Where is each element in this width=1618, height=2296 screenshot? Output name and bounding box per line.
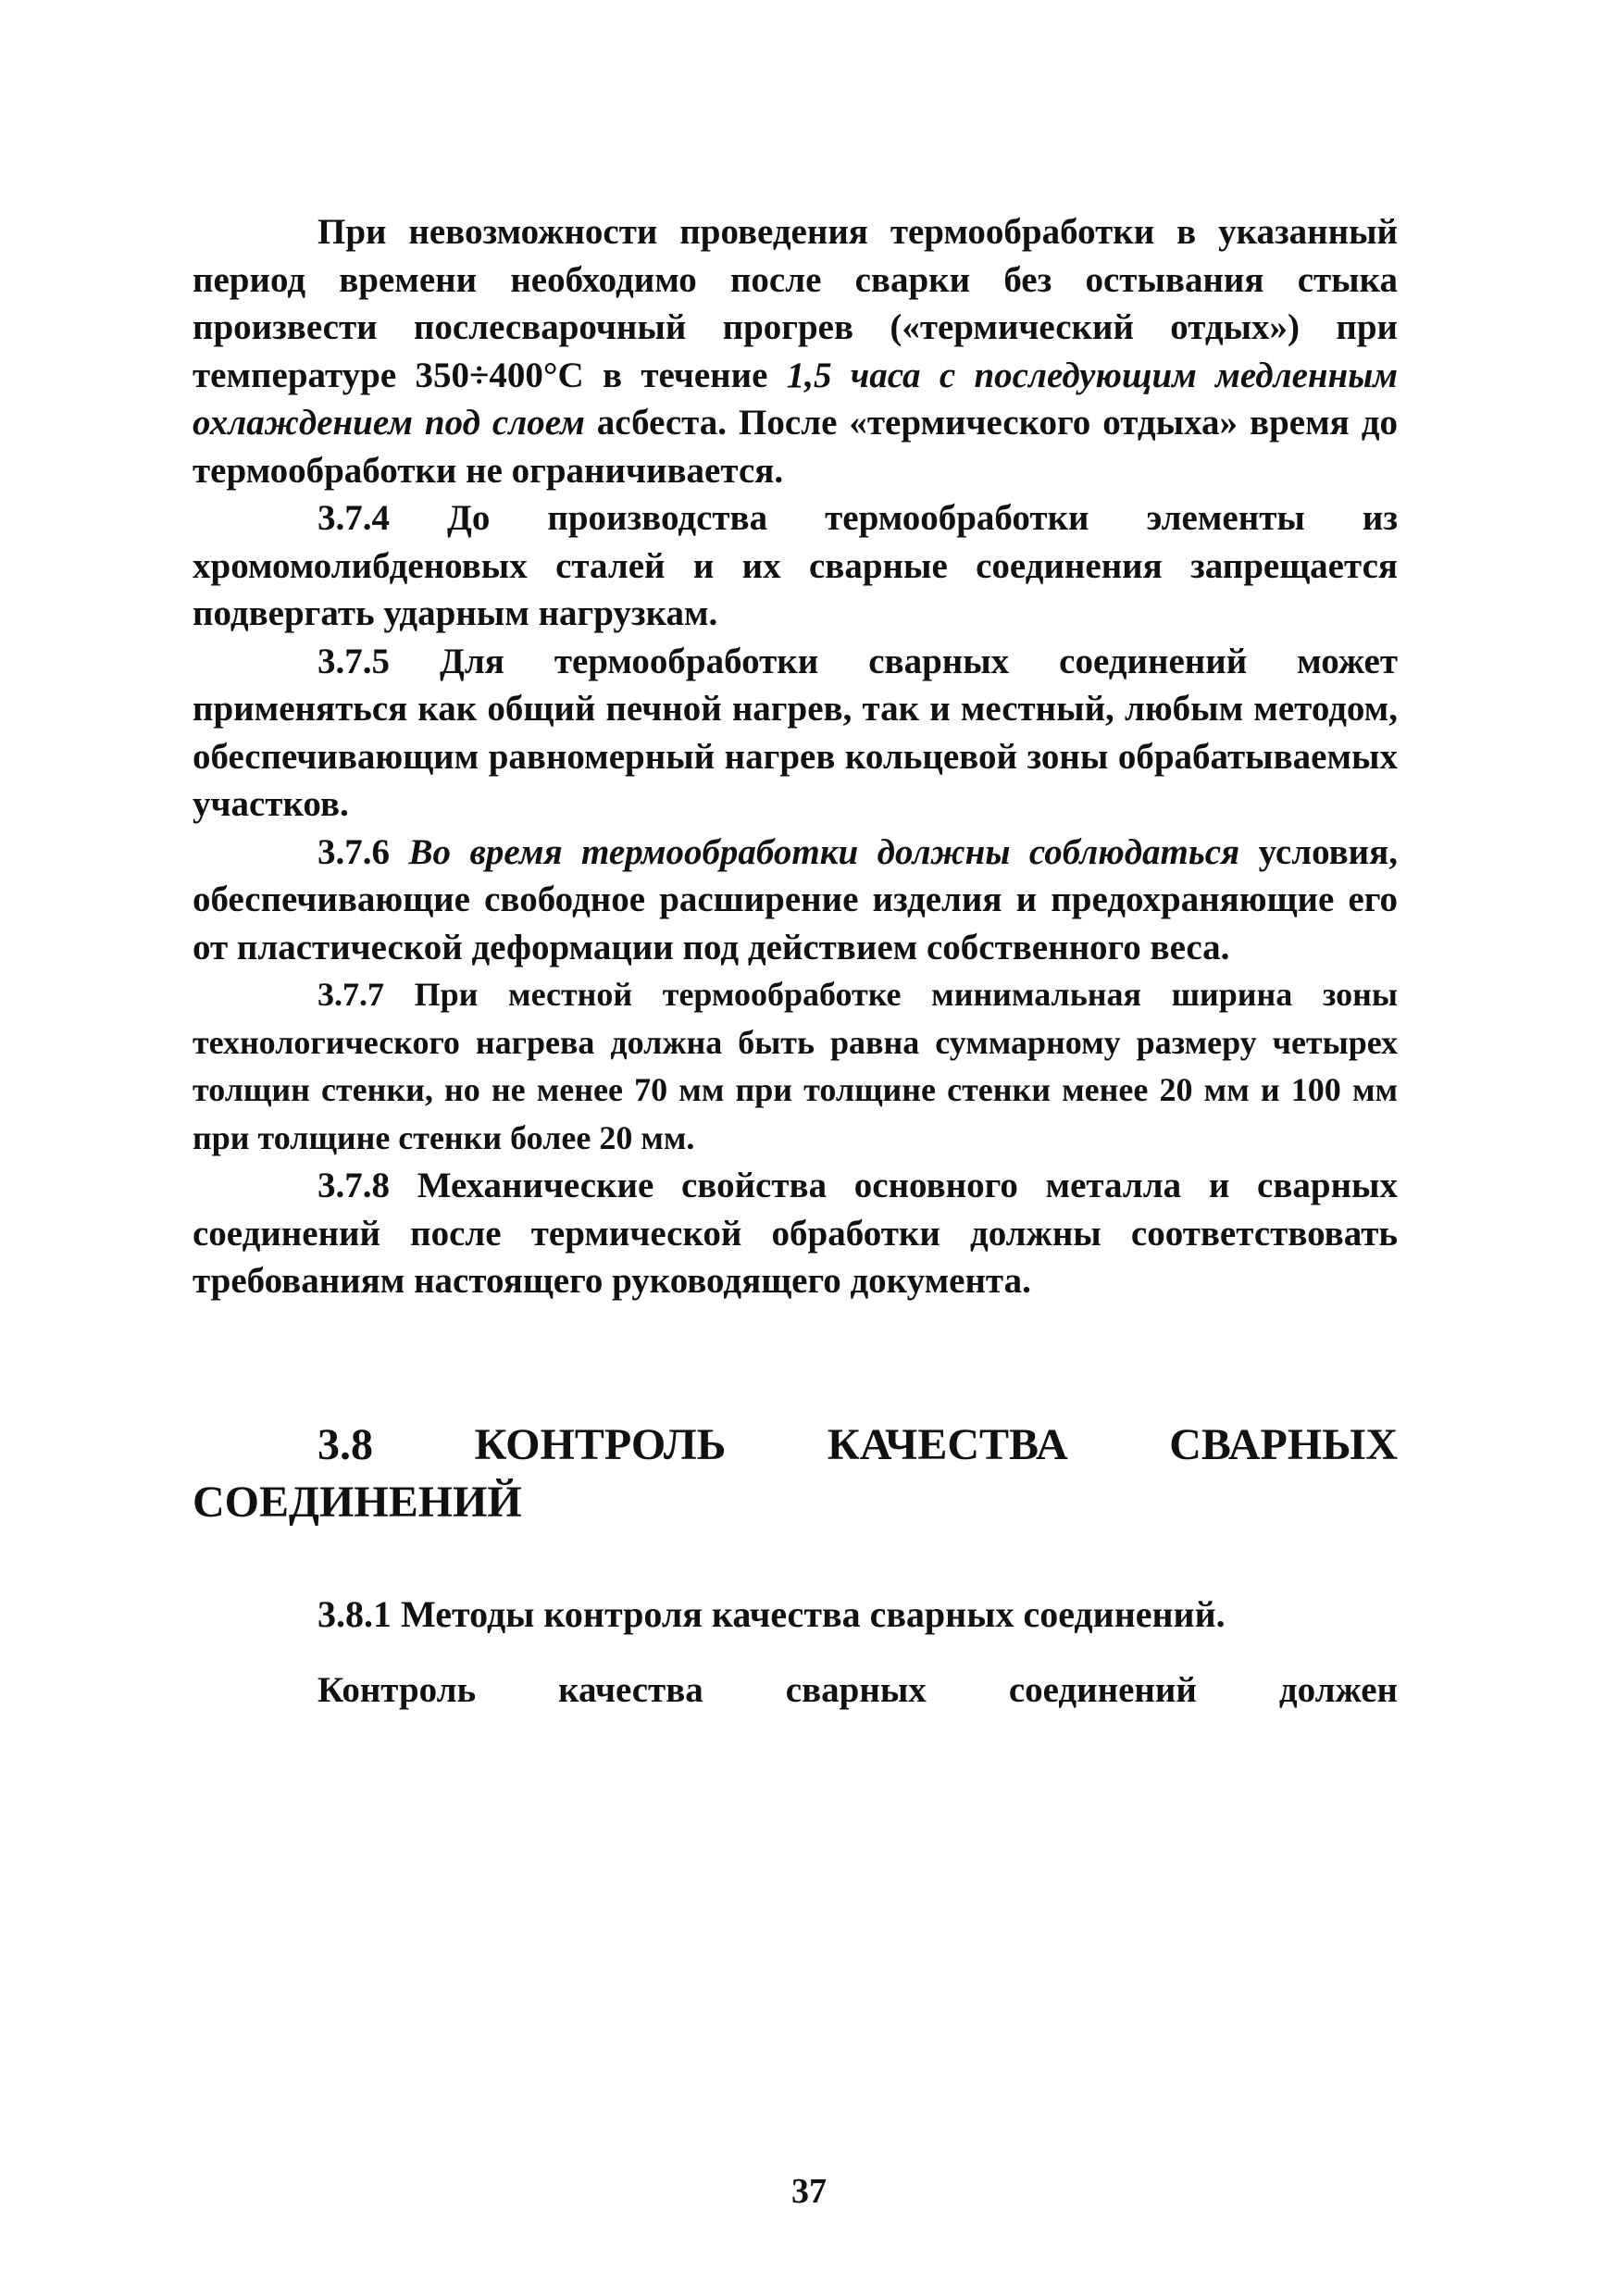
paragraph-italic-text: 1,5 часа с последующим медленным охлаждением под слоем [193,355,1398,443]
paragraph-3-7-8 [193,1162,1398,1305]
paragraph-text: Для термообработки сварных соединений может применяться как общий печной нагрев, так и местный, любым методом, обеспечивающим равномерный нагрев кольцевой зоны обрабатываемых участков. [193,641,1398,824]
spacer [193,1531,1398,1589]
section-heading [193,1416,1398,1531]
paragraph-thermal-rest [193,208,1398,494]
paragraph-closing [193,1666,1398,1715]
clause-number: 3.7.6 [317,831,390,872]
spacer [193,1641,1398,1666]
document-page [193,208,1398,1714]
paragraph-3-7-7 [193,971,1398,1162]
page-number: 37 [791,2172,827,2211]
paragraph-3-7-6 [193,829,1398,972]
clause-number: 3.7.5 [317,641,390,681]
paragraph-3-7-5 [193,638,1398,829]
paragraph-text: При невозможности проведения термообработки в указанный период времени необходимо после сварки без остывания стыка произвести послесварочный прогрев («термический отдых») при температуре 350÷400°С в течение [193,212,1398,395]
paragraph-3-7-4 [193,494,1398,638]
paragraph-text: Контроль качества сварных соединений должен [317,1669,1398,1710]
section-number: 3.8 [317,1419,373,1469]
clause-number: 3.7.8 [317,1166,390,1205]
paragraph-text: Механические свойства основного металла и сварных соединений после термической обработки должны соответствовать требованиям настоящего руководящего документа. [193,1166,1398,1301]
section-title: КОНТРОЛЬ КАЧЕСТВА СВАРНЫХ СОЕДИНЕНИЙ [193,1419,1398,1527]
spacer [193,1305,1398,1416]
subsection-heading [193,1589,1398,1641]
clause-number: 3.7.4 [317,498,390,538]
subsection-title: Методы контроля качества сварных соединений. [401,1592,1226,1635]
paragraph-text: условия, обеспечивающие свободное расширение изделия и предохраняющие его от пластической деформации под действием собственного веса. [193,831,1399,967]
paragraph-tail-text: асбеста. После «термического отдыха» время до термообработки не ограничивается. [193,403,1398,491]
paragraph-text: При местной термообработке минимальная ширина зоны технологического нагрева должна быть равна суммарному размеру четырех толщин стенки, но не менее 70 мм при толщине стенки менее 20 мм и 100 мм при толщине стенки более 20 мм. [193,976,1398,1156]
paragraph-text: До производства термообработки элементы из хромомолибденовых сталей и их сварные соединения запрещается подвергать ударным нагрузкам. [193,498,1398,633]
clause-number: 3.7.7 [317,976,384,1013]
subsection-number: 3.8.1 [317,1592,392,1635]
paragraph-italic-text: Во время термообработки должны соблюдаться [390,831,1240,872]
